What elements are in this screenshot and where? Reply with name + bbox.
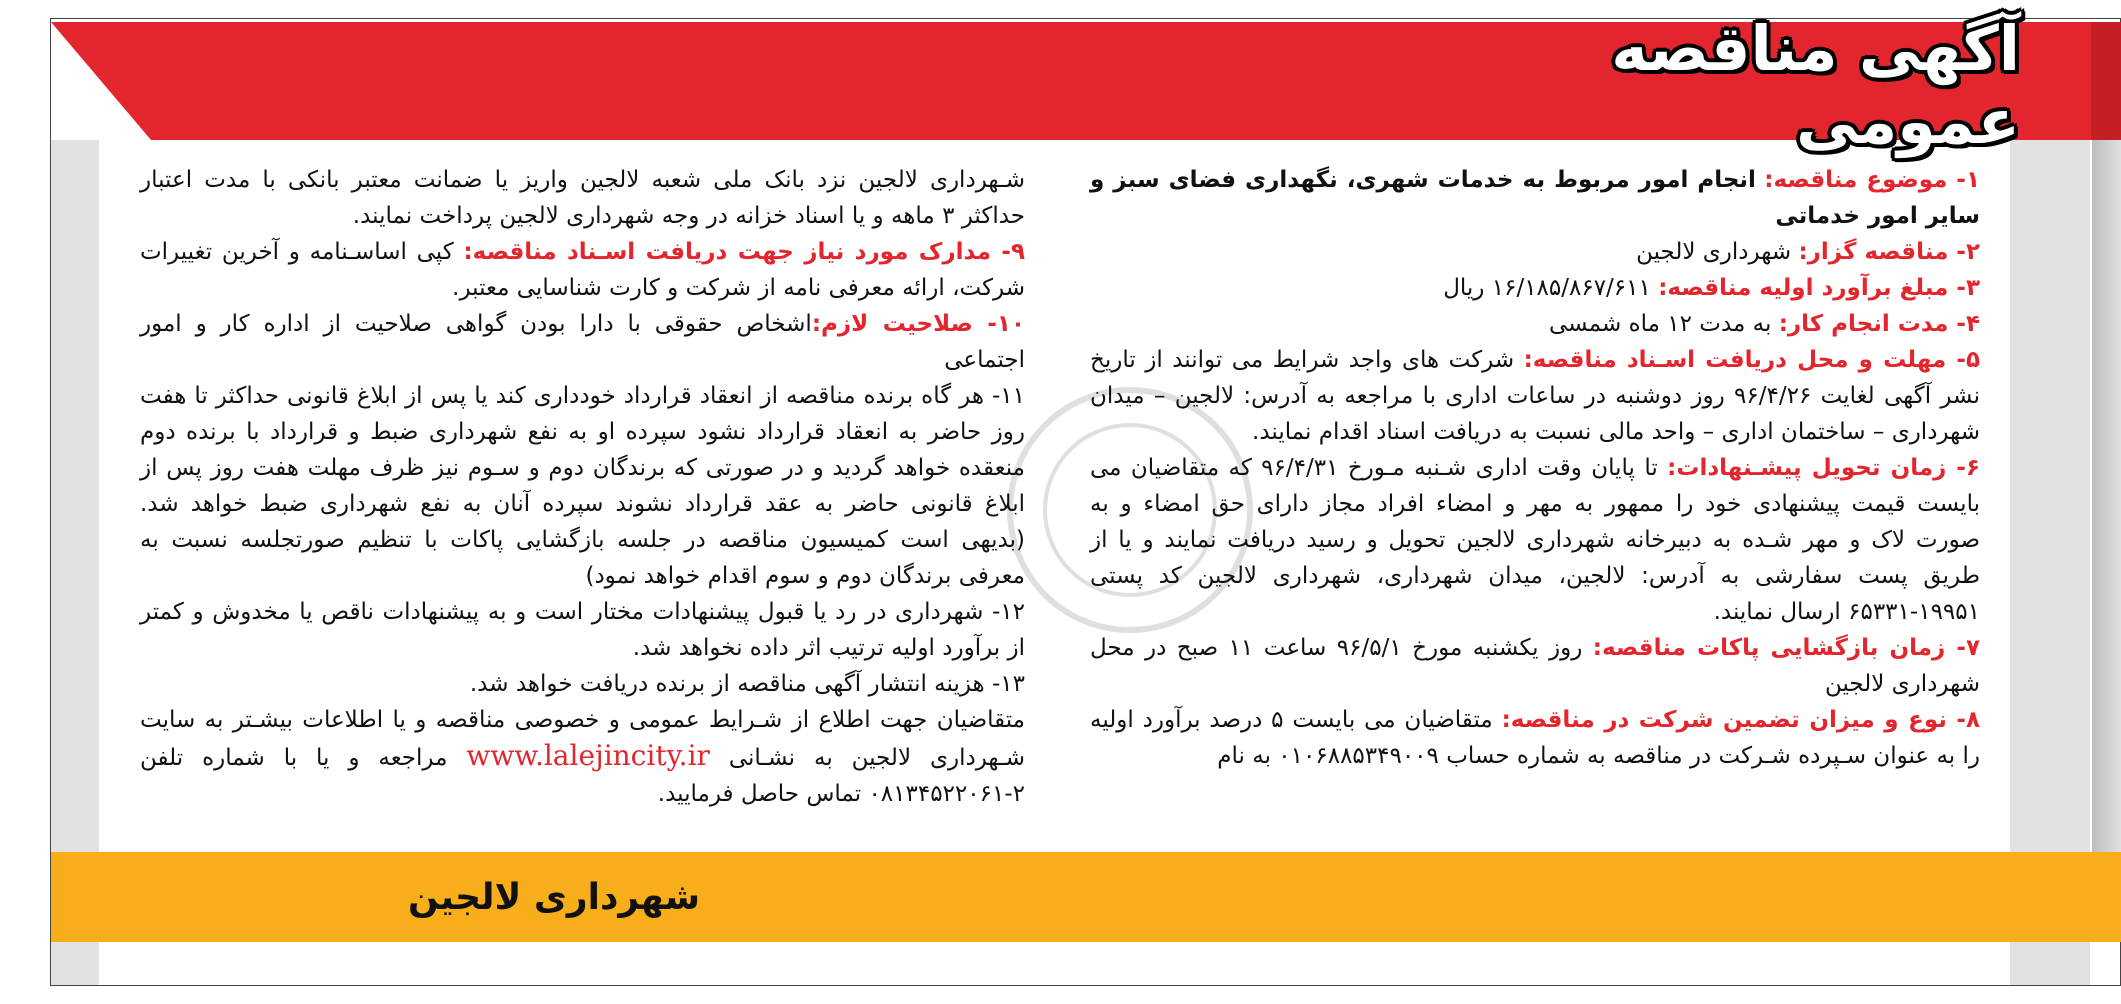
- closing-paragraph: [140, 702, 1025, 812]
- item-9: [140, 234, 1025, 306]
- page-title: آگهی مناقصه عمومی: [1611, 12, 2020, 158]
- item-8-body: متقاضیان می بایست ۵ درصد برآورد اولیه را به عنوان سـپرده شـرکت در مناقصه به شماره حساب ۰۱۰۶۸۸۵۳۴۹۰۰۹ به نام: [1090, 707, 1980, 769]
- item-2-body: شهرداری لالجین: [1636, 239, 1792, 265]
- item-7-heading: ۷- زمان بازگشایی پاکات مناقصه:: [1592, 635, 1980, 661]
- item-13: ۱۳- هزینه انتشار آگهی مناقصه از برنده دریافت خواهد شد.: [469, 671, 1025, 697]
- item-7: [1090, 630, 1980, 702]
- item-4-body: به مدت ۱۲ ماه شمسی: [1549, 311, 1772, 337]
- closing-text-b: مراجعه و یا با شماره تلفن ۲-۰۸۱۳۴۵۲۲۰۶۱ تماس حاصل فرمایید.: [140, 745, 1025, 807]
- item-9-heading: ۹- مدارک مورد نیاز جهت دریافت اسـناد مناقصه:: [463, 239, 1025, 265]
- item-5-heading: ۵- مهلت و محل دریافت اسـناد مناقصه:: [1523, 347, 1980, 373]
- item-8-continued: شـهرداری لالجین نزد بانک ملی شعبه لالجین واریز یا ضمانت معتبر بانکی با مدت اعتبار حداکثر ۳ ماهه و یا اسناد خزانه در وجه شهرداری لالجین پرداخت نمایند.: [140, 167, 1025, 229]
- item-5-body: شرکت های واجد شرایط می توانند از تاریخ نشر آگهی لغایت ۹۶/۴/۲۶ روز دوشنبه در ساعات اداری با مراجعه به آدرس: لالجین – میدان شهرداری – ساختمان اداری – واحد مالی نسبت به دریافت اسناد اقدام نمایند.: [1090, 347, 1980, 445]
- website-link[interactable]: www.lalejincity.ir: [466, 739, 710, 772]
- item-1: [1090, 162, 1980, 234]
- item-1-body: انجام امور مربوط به خدمات شهری، نگهداری فضای سبز و سایر امور خدماتی: [1090, 167, 1980, 229]
- item-11: ۱۱- هر گاه برنده مناقصه از انعقاد قرارداد خودداری کند یا پس از ابلاغ قانونی حداکثر تا هفت روز حاضر به انعقاد قرارداد نشود سپرده او به نفع شهرداری ضبط و قرارداد با برنده دوم منعقده خواهد گردید و در صورتی که برندگان دوم و سـوم نیز ظرف مهلت هفت روز پس از ابلاغ قانونی حاضر به عقد قرارداد نشوند سپرده آنان به نفع شهرداری ضبط خواهد شد. (بدیهی است کمیسیون مناقصه در جلسه بازگشایی پاکات با تنظیم صورتجلسه نسبت به معرفی برندگان دوم و سوم اقدام خواهد نمود): [140, 383, 1025, 589]
- closing-text-a: متقاضیان جهت اطلاع از شـرایط عمومی و خصوصی مناقصه و یا اطلاعات بیشـتر به سایت شـهرداری لالجین به نشـانی: [140, 707, 1026, 771]
- item-10-body: اشخاص حقوقی با دارا بودن گواهی صلاحیت از اداره کار و امور اجتماعی: [140, 311, 1025, 373]
- item-4: [1090, 306, 1980, 342]
- right-edge-shadow: [2092, 140, 2121, 860]
- item-1-heading: ۱- موضوع مناقصه:: [1764, 167, 1981, 193]
- item-9-body: کپی اساسـنامه و آخرین تغییرات شرکت، ارائه معرفی نامه از شرکت و کارت شناسایی معتبر.: [140, 239, 1025, 301]
- item-7-body: روز یکشنبه مورخ ۹۶/۵/۱ ساعت ۱۱ صبح در محل شهرداری لالجین: [1090, 635, 1980, 697]
- item-8: [1090, 702, 1980, 774]
- item-3-heading: ۳- مبلغ برآورد اولیه مناقصه:: [1658, 275, 1980, 301]
- item-4-heading: ۴- مدت انجام کار:: [1778, 311, 1980, 337]
- item-10: [140, 306, 1025, 378]
- item-3-body: ۱۶/۱۸۵/۸۶۷/۶۱۱ ریال: [1443, 275, 1651, 301]
- item-12: ۱۲- شهرداری در رد یا قبول پیشنهادات مختار است و به پیشنهادات ناقص یا مخدوش و کمتر از برآورد اولیه ترتیب اثر داده نخواهد شد.: [140, 599, 1025, 661]
- item-8-heading: ۸- نوع و میزان تضمین شرکت در مناقصه:: [1501, 707, 1981, 733]
- item-2-heading: ۲- مناقصه گزار:: [1798, 239, 1980, 265]
- right-column: [1090, 162, 1980, 774]
- title-container: [1560, 12, 2020, 158]
- left-column: [140, 162, 1025, 812]
- item-10-heading: ۱۰- صلاحیت لازم:: [811, 311, 1025, 337]
- item-6: [1090, 450, 1980, 630]
- item-3: [1090, 270, 1980, 306]
- item-6-heading: ۶- زمان تحویل پیشـنهادات:: [1667, 455, 1980, 481]
- item-6-body: تا پایان وقت اداری شـنبه مـورخ ۹۶/۴/۳۱ که متقاضیان می بایست قیمت پیشنهادی خود را ممهور به مهر و امضاء افراد مجاز دارای حق امضاء و به صورت لاک و مهر شـده به دبیرخانه شهرداری لالجین تحویل و رسید دریافت نمایند و یا از طریق پست سفارشی به آدرس: لالجین، میدان شهرداری، شهرداری لالجین کد پستی ۱۹۹۵۱-۶۵۳۳۱ ارسال نمایند.: [1090, 455, 1980, 625]
- item-5: [1090, 342, 1980, 450]
- item-2: [1090, 234, 1980, 270]
- footer-organization: شهرداری لالجین: [408, 877, 700, 918]
